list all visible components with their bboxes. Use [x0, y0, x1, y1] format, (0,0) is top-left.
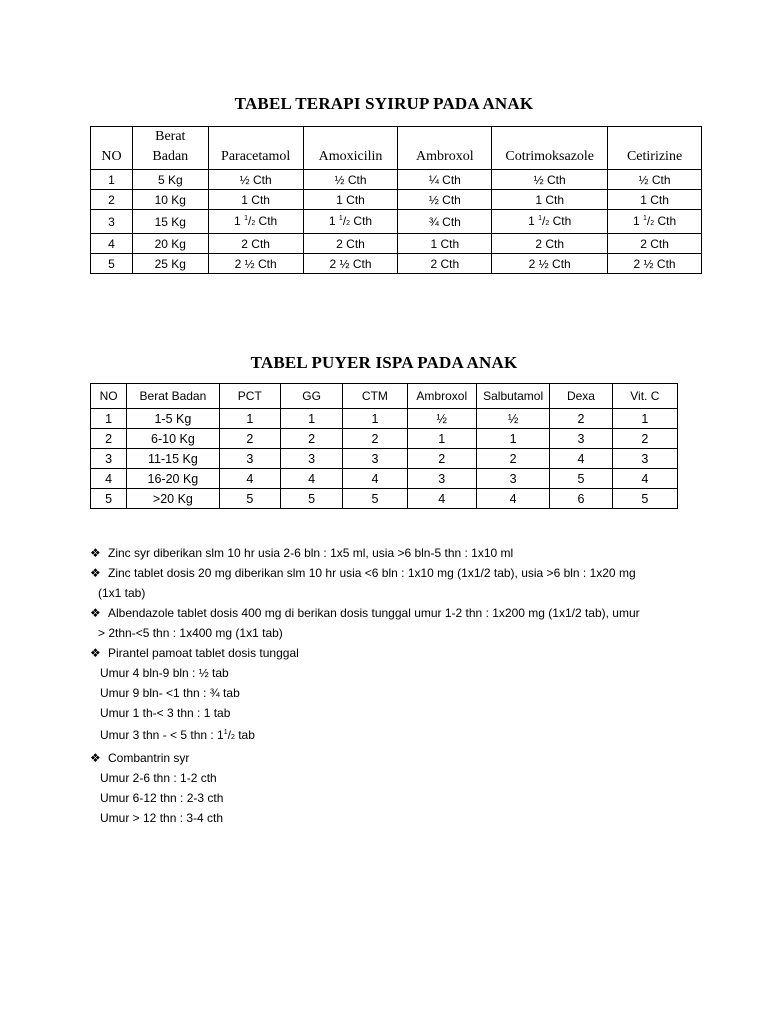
table-cell: ¾ Cth	[398, 210, 492, 234]
table-cell: 16-20 Kg	[127, 469, 219, 489]
table-cell: ½	[407, 409, 476, 429]
table-cell: 5	[91, 254, 133, 274]
table-cell: ½ Cth	[208, 170, 303, 190]
header-amoxicilin: Amoxicilin	[303, 127, 398, 170]
table-cell: 1 $^1$/2 Cth	[608, 210, 702, 234]
table-cell: 10 Kg	[132, 190, 208, 210]
table-cell: 1	[280, 409, 342, 429]
table-cell: 4	[91, 469, 127, 489]
header-gg: GG	[280, 384, 342, 409]
table-cell: 3	[219, 449, 280, 469]
table-row	[91, 429, 678, 449]
note-continuation: (1x1 tab)	[98, 586, 146, 600]
diamond-bullet-icon: ❖	[90, 751, 101, 765]
table-cell: ½ Cth	[492, 170, 608, 190]
pirantel-item: Umur 9 bln- <1 thn : ¾ tab	[100, 686, 240, 700]
table-cell: 4	[91, 234, 133, 254]
table-cell: 2 Cth	[608, 234, 702, 254]
table-cell: 5	[91, 489, 127, 509]
table-cell: 2	[612, 429, 677, 449]
table-cell: 1 Cth	[303, 190, 398, 210]
diamond-bullet-icon: ❖	[90, 646, 101, 660]
table-cell: 2 Cth	[208, 234, 303, 254]
table-cell: 2	[280, 429, 342, 449]
header-cotrimoksazole: Cotrimoksazole	[492, 127, 608, 170]
diamond-bullet-icon: ❖	[90, 546, 101, 560]
table-row	[91, 489, 678, 509]
header-berat-line1: Berat	[155, 129, 186, 144]
table-cell: 5	[219, 489, 280, 509]
header-pct: PCT	[219, 384, 280, 409]
table-cell: 4	[612, 469, 677, 489]
dosage-notes	[90, 543, 690, 828]
table-cell: 1 Cth	[398, 234, 492, 254]
note-text: Combantrin syr	[108, 751, 190, 765]
table-cell: 1 Cth	[208, 190, 303, 210]
header-ambroxol: Ambroxol	[407, 384, 476, 409]
header-ambroxol: Ambroxol	[398, 127, 492, 170]
header-salbutamol: Salbutamol	[476, 384, 549, 409]
table-cell: 2	[407, 449, 476, 469]
table-cell: 3	[280, 449, 342, 469]
table-cell: 1	[91, 170, 133, 190]
table-cell: 1	[476, 429, 549, 449]
table-cell: 5	[550, 469, 612, 489]
table-cell: 4	[280, 469, 342, 489]
table-cell: ½ Cth	[608, 170, 702, 190]
table-row	[91, 170, 702, 190]
table-row	[91, 210, 702, 234]
table-cell: 1 $^1$/2 Cth	[208, 210, 303, 234]
table-row	[91, 449, 678, 469]
note-combantrin	[90, 748, 690, 768]
table-cell: 2	[91, 429, 127, 449]
note-zinc-tablet	[90, 563, 690, 583]
table-cell: 3	[91, 449, 127, 469]
pirantel-item: Umur 3 thn - < 5 thn : $1^1/2$ tab	[100, 728, 255, 742]
pirantel-item-text: Umur 3 thn - < 5 thn : 1	[100, 728, 224, 742]
table-row	[91, 254, 702, 274]
table-cell: ½ Cth	[303, 170, 398, 190]
table-row	[91, 409, 678, 429]
note-text: Pirantel pamoat tablet dosis tunggal	[108, 646, 299, 660]
pirantel-item: Umur 1 th-< 3 thn : 1 tab	[100, 706, 231, 720]
table-cell: 2 Cth	[303, 234, 398, 254]
table-cell: ½	[476, 409, 549, 429]
note-pirantel	[90, 643, 690, 663]
header-berat-badan: Berat Badan	[127, 384, 219, 409]
table-cell: 1 $^1$/2 Cth	[492, 210, 608, 234]
table-cell: 25 Kg	[132, 254, 208, 274]
table-row	[91, 234, 702, 254]
header-cetirizine: Cetirizine	[608, 127, 702, 170]
table-cell: 2	[476, 449, 549, 469]
table-cell: 1	[91, 409, 127, 429]
header-no: NO	[91, 384, 127, 409]
table-cell: 15 Kg	[132, 210, 208, 234]
table-cell: 2	[91, 190, 133, 210]
header-dexa: Dexa	[550, 384, 612, 409]
header-vit-c: Vit. C	[612, 384, 677, 409]
table-cell: 5	[612, 489, 677, 509]
combantrin-item: Umur > 12 thn : 3-4 cth	[100, 811, 224, 825]
table-cell: 1 Cth	[492, 190, 608, 210]
header-berat-badan	[132, 127, 208, 170]
header-ctm: CTM	[343, 384, 407, 409]
table-cell: 5	[280, 489, 342, 509]
note-text: Zinc tablet dosis 20 mg diberikan slm 10 hr usia <6 bln : 1x10 mg (1x1/2 tab), usia >6 bln : 1x20 mg	[108, 566, 636, 580]
table-cell: 2	[219, 429, 280, 449]
table-cell: 4	[550, 449, 612, 469]
table-cell: 4	[476, 489, 549, 509]
table-cell: 5 Kg	[132, 170, 208, 190]
table-cell: 2 ½ Cth	[303, 254, 398, 274]
table-cell: 2 ½ Cth	[208, 254, 303, 274]
table-header-row	[91, 384, 678, 409]
table-cell: >20 Kg	[127, 489, 219, 509]
note-zinc-syr	[90, 543, 690, 563]
table-cell: 1 $^1$/2 Cth	[303, 210, 398, 234]
table-cell: 3	[476, 469, 549, 489]
note-continuation: > 2thn-<5 thn : 1x400 mg (1x1 tab)	[98, 626, 283, 640]
table-cell: 11-15 Kg	[127, 449, 219, 469]
table-cell: 2 ½ Cth	[608, 254, 702, 274]
pirantel-item-suffix: tab	[234, 728, 255, 742]
puyer-table-title: TABEL PUYER ISPA PADA ANAK	[250, 353, 518, 372]
note-text: Albendazole tablet dosis 400 mg di berikan dosis tunggal umur 1-2 thn : 1x200 mg (1x1/2 tab), umur	[108, 606, 640, 620]
combantrin-item: Umur 6-12 thn : 2-3 cth	[100, 791, 224, 805]
table-cell: 3	[343, 449, 407, 469]
table-cell: 1	[612, 409, 677, 429]
table-cell: 6	[550, 489, 612, 509]
table-row	[91, 190, 702, 210]
table-cell: 2	[343, 429, 407, 449]
table-cell: 1	[407, 429, 476, 449]
fraction-numerator: 1	[223, 729, 228, 736]
table-cell: 2 ½ Cth	[492, 254, 608, 274]
table-cell: 3	[612, 449, 677, 469]
table-cell: 4	[219, 469, 280, 489]
pirantel-item: Umur 4 bln-9 bln : ½ tab	[100, 666, 229, 680]
table-cell: 4	[407, 489, 476, 509]
table-cell: 20 Kg	[132, 234, 208, 254]
table-cell: 1	[219, 409, 280, 429]
header-berat-line2: Badan	[152, 149, 189, 164]
table-cell: 4	[343, 469, 407, 489]
table-cell: 5	[343, 489, 407, 509]
table-cell: 1-5 Kg	[127, 409, 219, 429]
fraction-denominator: 2	[230, 734, 235, 741]
table-header-row	[91, 127, 702, 170]
table-cell: ½ Cth	[398, 190, 492, 210]
header-no: NO	[91, 127, 133, 170]
table-cell: 3	[407, 469, 476, 489]
combantrin-item: Umur 2-6 thn : 1-2 cth	[100, 771, 217, 785]
table-row	[91, 469, 678, 489]
table-cell: 3	[91, 210, 133, 234]
syrup-table-title: TABEL TERAPI SYIRUP PADA ANAK	[234, 94, 534, 113]
note-text: Zinc syr diberikan slm 10 hr usia 2-6 bln : 1x5 ml, usia >6 bln-5 thn : 1x10 ml	[108, 546, 514, 560]
syrup-therapy-table	[90, 126, 702, 274]
table-cell: ¼ Cth	[398, 170, 492, 190]
note-albendazole	[90, 603, 690, 623]
puyer-ispa-table	[90, 383, 678, 509]
diamond-bullet-icon: ❖	[90, 566, 101, 580]
table-cell: 2 Cth	[492, 234, 608, 254]
diamond-bullet-icon: ❖	[90, 606, 101, 620]
table-cell: 2	[550, 409, 612, 429]
table-cell: 6-10 Kg	[127, 429, 219, 449]
header-paracetamol: Paracetamol	[208, 127, 303, 170]
table-cell: 1 Cth	[608, 190, 702, 210]
table-cell: 2 Cth	[398, 254, 492, 274]
table-cell: 1	[343, 409, 407, 429]
table-cell: 3	[550, 429, 612, 449]
